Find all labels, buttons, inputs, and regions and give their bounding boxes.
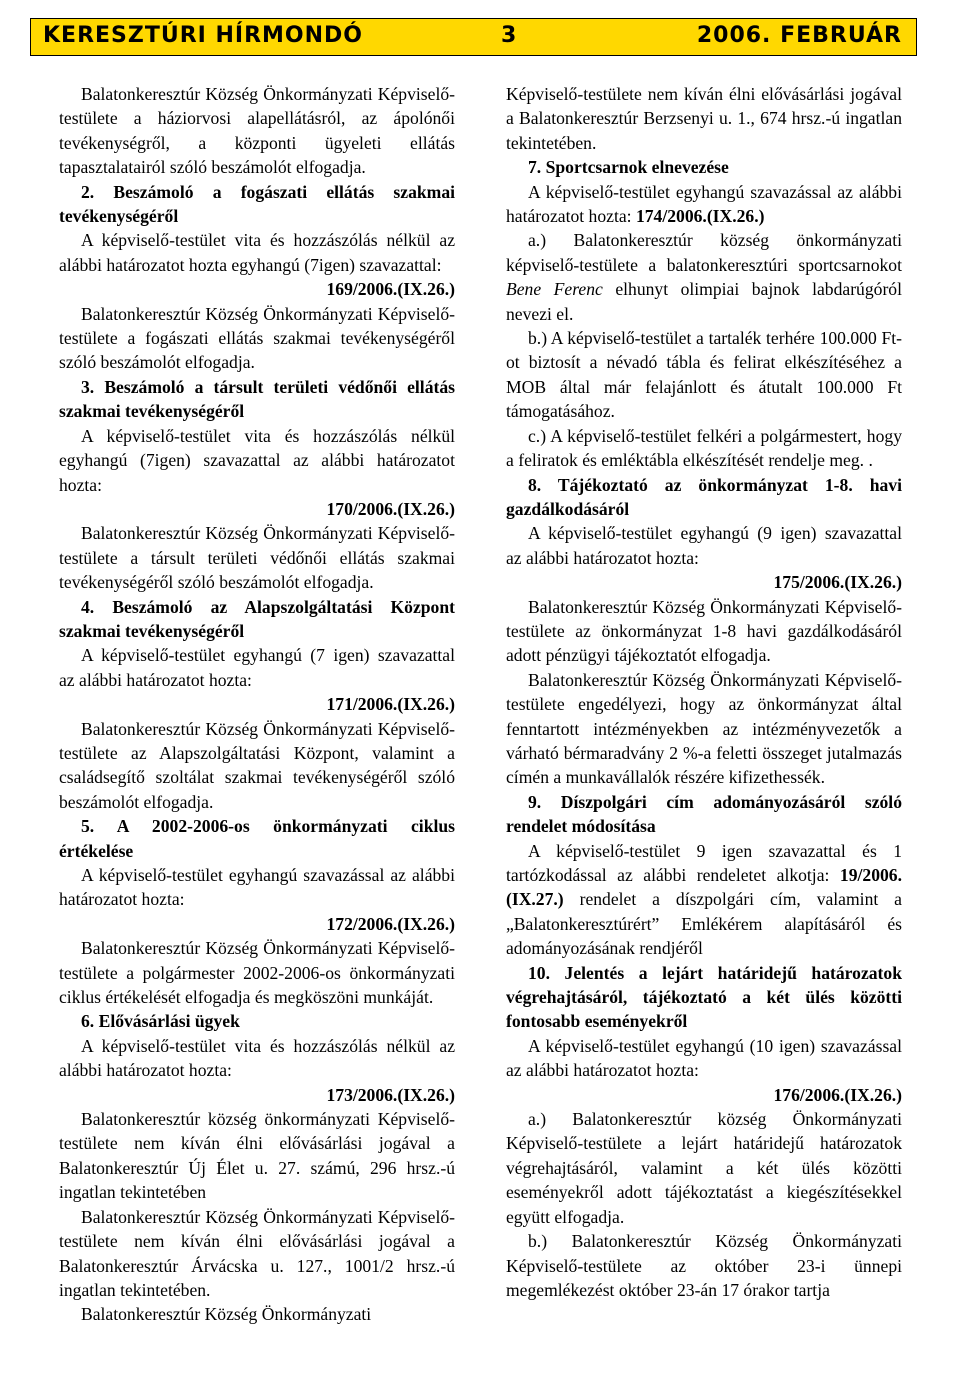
section-heading: 6. Elővásárlási ügyek (81, 1011, 240, 1032)
paragraph: b.) A képviselő-testület a tartalék terhére 100.000 Ft-ot biztosít a névadó tábla és felirat elkészítéséhez a MOB által már felajánlott és átutalt 100.000 Ft támogatásához. (506, 328, 902, 422)
paragraph: Képviselő-testülete nem kíván élni elővásárlási jogával a Balatonkeresztúr Berzsenyi u. 1., 674 hrsz.-ú ingatlan tekintetében. (506, 84, 902, 153)
resolution-number: 176/2006.(IX.26.) (773, 1084, 902, 1105)
left-column (59, 82, 455, 1327)
resolution-number: 171/2006.(IX.26.) (326, 694, 455, 715)
resolution-number: 174/2006.(IX.26.) (635, 206, 765, 227)
section-heading: 4. Beszámoló az Alapszolgáltatási Központ szakmai tevékenységéről (59, 596, 455, 641)
resolution-number: 169/2006.(IX.26.) (326, 279, 455, 300)
paragraph (506, 839, 902, 961)
paragraph: Balatonkeresztúr Község Önkormányzati Képviselő-testülete nem kíván élni elővásárlási jogával a Balatonkeresztúr Árvácska u. 127., 1001/2 hrsz.-ú ingatlan tekintetében. (59, 1206, 455, 1300)
paragraph: Balatonkeresztúr Község Önkormányzati Képviselő-testülete az Alapszolgáltatási Központ, valamint a családsegítő szoltálat szakmai tevékenységéről szóló beszámolót elfogadja. (59, 718, 455, 812)
section-heading: 10. Jelentés a lejárt határidejű határozatok végrehajtásáról, tájékoztató a két ülés közötti fontosabb eseményekről (506, 962, 902, 1032)
item-text: elhunyt olimpiai bajnok labdarúgóról nevezi el. (506, 279, 902, 324)
section-heading: 5. A 2002-2006-os önkormányzati ciklus értékelése (59, 816, 455, 861)
section-heading: 8. Tájékoztató az önkormányzat 1-8. havi gazdálkodásáról (506, 474, 902, 519)
paragraph: A képviselő-testület vita és hozzászólás nélkül az alábbi határozatot hozta: (59, 1035, 455, 1081)
newspaper-title: KERESZTÚRI HÍRMONDÓ (43, 23, 364, 48)
page-number: 3 (501, 23, 518, 48)
paragraph: c.) A képviselő-testület felkéri a polgármestert, hogy a feliratok és emléktábla elkészítését rendelje meg. . (506, 425, 902, 471)
paragraph (506, 228, 902, 326)
right-column (506, 82, 902, 1302)
paragraph: Balatonkeresztúr Község Önkormányzati Képviselő-testülete engedélyezi, hogy az önkormányzat által fenntartott intézményekben az intézményvezetők a várható bérmaradvány 2 %-a feletti összeget jutalmazás címén a munkavállalók részére kifizethessék. (506, 669, 902, 788)
paragraph: A képviselő-testület egyhangú (9 igen) szavazattal az alábbi határozatot hozta: (506, 523, 902, 568)
paragraph (506, 180, 902, 229)
paragraph: Balatonkeresztúr Község Önkormányzati Képviselő-testülete az önkormányzat 1-8 havi gazdálkodásáról adott pénzügyi tájékoztatót elfogadja. (506, 596, 902, 666)
paragraph: Balatonkeresztúr Község Önkormányzati (81, 1304, 372, 1325)
decree-intro: A képviselő-testület 9 igen szavazattal és 1 tartózkodással az alábbi rendeletet alkotja: (506, 840, 902, 885)
paragraph: Balatonkeresztúr község önkormányzati Képviselő-testülete nem kíván élni elővásárlási jogával a Balatonkeresztúr Új Élet u. 27. számú, 296 hrsz.-ú ingatlan tekintetében (59, 1109, 455, 1203)
paragraph: A képviselő-testület egyhangú (7 igen) szavazattal az alábbi határozatot hozta: (59, 645, 455, 690)
paragraph: Balatonkeresztúr Község Önkormányzati Képviselő-testülete a fogászati ellátás szakmai tevékenységéről szóló beszámolót elfogadja. (59, 303, 455, 373)
honoree-name: Bene Ferenc (506, 279, 603, 300)
paragraph: A képviselő-testület vita és hozzászólás nélkül egyhangú (7igen) szavazattal az alábbi határozatot hozta: (59, 425, 455, 495)
newspaper-header (30, 18, 917, 56)
resolution-number: 175/2006.(IX.26.) (773, 572, 902, 593)
item-text: a.) Balatonkeresztúr község önkormányzati képviselő-testülete a balatonkeresztúri sportcsarnokot (506, 230, 902, 275)
paragraph: Balatonkeresztúr Község Önkormányzati Képviselő-testülete a társult területi védőnői ellátás szakmai tevékenységéről szóló beszámolót elfogadja. (59, 523, 455, 593)
resolution-intro: A képviselő-testület egyhangú szavazással az alábbi határozatot hozta: (506, 181, 902, 227)
paragraph: Balatonkeresztúr Község Önkormányzati Képviselő-testülete a polgármester 2002-2006-os önkormányzati ciklus értékelését elfogadja és megköszöni munkáját. (59, 938, 455, 1008)
section-heading: 9. Díszpolgári cím adományozásáról szóló rendelet módosítása (506, 791, 902, 837)
resolution-number: 173/2006.(IX.26.) (326, 1084, 455, 1105)
resolution-number: 172/2006.(IX.26.) (326, 913, 455, 934)
decree-title: rendelet a díszpolgári cím, valamint a „Balatonkeresztúrért” Emlékérem alapításáról és adományozásának rendjéről (506, 889, 902, 959)
section-heading: 7. Sportcsarnok elnevezése (528, 157, 729, 178)
paragraph: A képviselő-testület egyhangú (10 igen) szavazással az alábbi határozatot hozta: (506, 1035, 902, 1081)
paragraph: Balatonkeresztúr Község Önkormányzati Képviselő-testülete a háziorvosi alapellátásról, az ápolónői tevékenységről, a központi ügyeleti ellátás tapasztalatairól szóló beszámolót elfogadja. (59, 84, 455, 178)
resolution-number: 170/2006.(IX.26.) (326, 498, 455, 519)
paragraph: A képviselő-testület egyhangú szavazással az alábbi határozatot hozta: (59, 865, 455, 910)
paragraph: A képviselő-testület vita és hozzászólás nélkül az alábbi határozatot hozta egyhangú (7igen) szavazattal: (59, 230, 455, 275)
section-heading: 2. Beszámoló a fogászati ellátás szakmai tevékenységéről (59, 181, 455, 227)
paragraph: a.) Balatonkeresztúr község Önkormányzati Képviselő-testülete a lejárt határidejű határozatok végrehajtásáról, valamint a két ülés közötti eseményekről adott tájékoztatást a kiegészítésekkel együtt elfogadja. (506, 1109, 902, 1227)
issue-date: 2006. FEBRUÁR (696, 23, 902, 48)
paragraph: b.) Balatonkeresztúr Község Önkormányzati Képviselő-testülete az október 23-i ünnepi megemlékezést október 23-án 17 órakor tartja (506, 1231, 902, 1300)
decree-number: 19/2006.(IX.27.) (506, 865, 902, 910)
section-heading: 3. Beszámoló a társult területi védőnői ellátás szakmai tevékenységéről (59, 376, 455, 422)
